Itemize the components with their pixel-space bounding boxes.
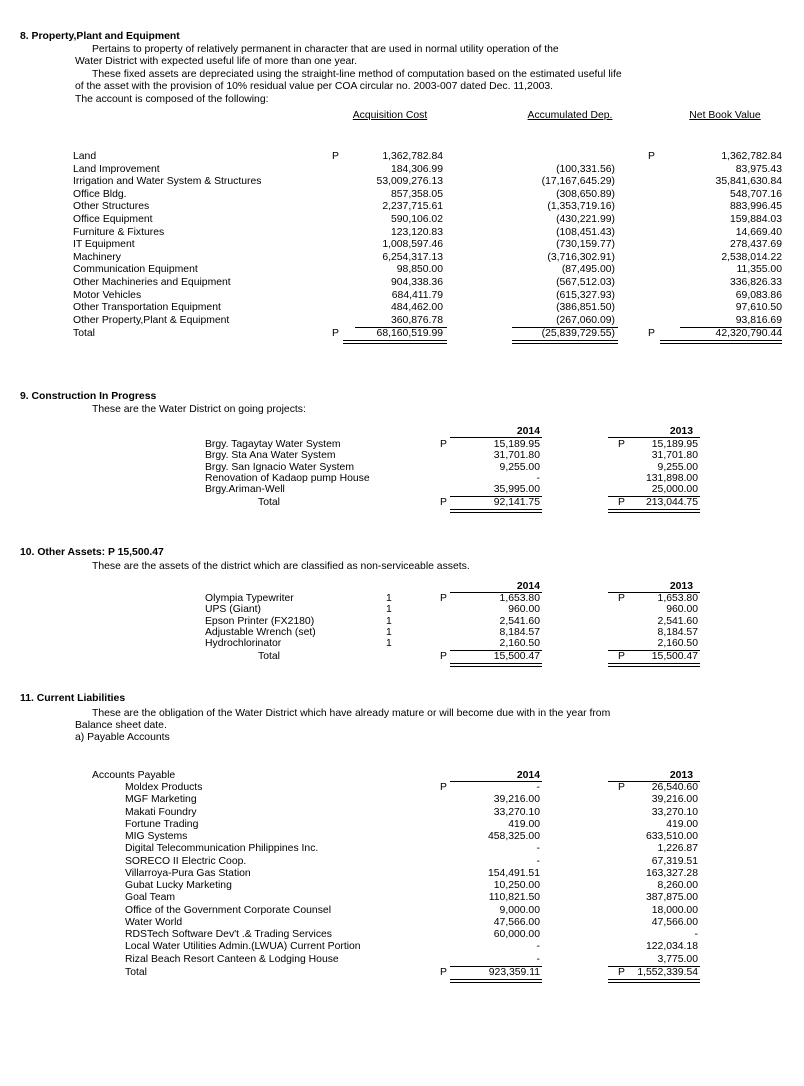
- total-double-line: [450, 663, 542, 667]
- peso-sign: P: [648, 151, 655, 162]
- payable-row-name: Goal Team: [125, 892, 176, 903]
- other-assets-total-2013: 15,500.47: [651, 651, 698, 662]
- payable-row-2013: 419.00: [666, 819, 698, 830]
- payable-row-2014: -: [536, 843, 540, 854]
- ppe-row-accumulated-dep: (87,495.00): [561, 264, 615, 275]
- ppe-row-net-book-value: 69,083.86: [735, 290, 782, 301]
- ppe-row-name: Communication Equipment: [73, 264, 198, 275]
- total-double-line: [608, 663, 700, 667]
- ppe-row-name: Other Structures: [73, 201, 150, 212]
- ppe-row-acquisition-cost: 360,876.78: [390, 315, 443, 326]
- ppe-row-acquisition-cost: 857,358.05: [390, 189, 443, 200]
- total-double-line: [660, 340, 782, 344]
- other-asset-name: Olympia Typewriter: [205, 593, 294, 604]
- section-8-paragraph-line: Pertains to property of relatively permanent in character that are used in normal utility operation of the: [92, 44, 559, 55]
- year-header-2013: 2013: [669, 581, 693, 592]
- ppe-row-net-book-value: 97,610.50: [735, 302, 782, 313]
- section-11-subheading: a) Payable Accounts: [75, 732, 170, 743]
- other-assets-total-2014: 15,500.47: [493, 651, 540, 662]
- cip-row-name: Brgy. Tagaytay Water System: [205, 439, 341, 450]
- total-double-line: [450, 979, 542, 983]
- ppe-row-accumulated-dep: (386,851.50): [556, 302, 615, 313]
- peso-sign: P: [440, 439, 447, 450]
- payable-row-name: SORECO II Electric Coop.: [125, 856, 247, 867]
- other-asset-qty: 1: [386, 604, 392, 615]
- ppe-row-accumulated-dep: (108,451.43): [556, 227, 615, 238]
- cip-row-2014: 15,189.95: [493, 439, 540, 450]
- total-double-line: [450, 509, 542, 513]
- other-asset-2013: 8,184.57: [657, 627, 698, 638]
- ppe-row-net-book-value: 83,975.43: [735, 164, 782, 175]
- ppe-row-acquisition-cost: 684,411.79: [391, 290, 443, 301]
- other-asset-2014: 1,653.80: [499, 593, 540, 604]
- payable-row-name: Local Water Utilities Admin.(LWUA) Current Portion: [125, 941, 361, 952]
- payable-row-name: Makati Foundry: [125, 807, 197, 818]
- cip-row-name: Brgy. Sta Ana Water System: [205, 450, 336, 461]
- ppe-row-net-book-value: 159,884.03: [729, 214, 782, 225]
- cip-row-name: Brgy. San Ignacio Water System: [205, 462, 354, 473]
- ppe-row-name: Office Bldg.: [73, 189, 127, 200]
- ppe-row-acquisition-cost: 98,850.00: [396, 264, 443, 275]
- peso-sign: P: [440, 497, 447, 508]
- ppe-row-name: Motor Vehicles: [73, 290, 142, 301]
- payable-row-2014: 60,000.00: [493, 929, 540, 940]
- other-asset-2013: 960.00: [666, 604, 698, 615]
- payable-row-2014: 419.00: [508, 819, 540, 830]
- payable-row-2014: 9,000.00: [499, 905, 540, 916]
- peso-sign: P: [618, 967, 625, 978]
- other-asset-name: Hydrochlorinator: [205, 638, 282, 649]
- ppe-row-net-book-value: 1,362,782.84: [721, 151, 782, 162]
- ppe-row-accumulated-dep: (3,716,302.91): [547, 252, 615, 263]
- other-asset-2013: 1,653.80: [657, 593, 698, 604]
- section-8-paragraph-line: Water District with expected useful life of more than one year.: [75, 56, 358, 67]
- payable-row-2013: 67,319.51: [651, 856, 698, 867]
- payable-row-2014: 33,270.10: [493, 807, 540, 818]
- ppe-row-name: Other Property,Plant & Equipment: [73, 315, 230, 326]
- section-8-paragraph-line: of the asset with the provision of 10% residual value per COA circular no. 2003-007 dated Dec. 11,2003.: [75, 81, 554, 92]
- cip-total-2014: 92,141.75: [493, 497, 540, 508]
- section-11-paragraph-line: Balance sheet date.: [75, 720, 167, 731]
- ppe-row-accumulated-dep: (17,167,645.29): [541, 176, 615, 187]
- ppe-row-accumulated-dep: (308,650.89): [556, 189, 615, 200]
- payable-row-2014: 110,821.50: [488, 892, 540, 903]
- other-asset-2014: 2,160.50: [499, 638, 540, 649]
- section-11-paragraph-line: These are the obligation of the Water District which have already mature or will become due with in the year from: [92, 708, 611, 719]
- cip-row-2014: 35,995.00: [493, 484, 540, 495]
- payable-row-2013: 387,875.00: [645, 892, 698, 903]
- ppe-row-accumulated-dep: (100,331.56): [556, 164, 615, 175]
- payable-row-name: Office of the Government Corporate Counsel: [125, 905, 331, 916]
- payable-row-2014: 39,216.00: [493, 794, 540, 805]
- section-9-intro: These are the Water District on going projects:: [92, 404, 306, 415]
- header-line: [608, 437, 700, 438]
- section-9-heading: 9. Construction In Progress: [20, 391, 157, 402]
- ppe-row-name: Machinery: [73, 252, 121, 263]
- total-double-line: [343, 340, 447, 344]
- other-assets-total-label: Total: [258, 651, 280, 662]
- peso-sign: P: [618, 497, 625, 508]
- ppe-row-name: Land: [73, 151, 97, 162]
- total-double-line: [608, 979, 700, 983]
- section-11-heading: 11. Current Liabilities: [20, 693, 126, 704]
- ppe-row-accumulated-dep: (615,327.93): [556, 290, 615, 301]
- ppe-row-accumulated-dep: (267,060.09): [556, 315, 615, 326]
- peso-sign: P: [618, 782, 625, 793]
- other-asset-qty: 1: [386, 593, 392, 604]
- ppe-row-name: Office Equipment: [73, 214, 153, 225]
- ppe-row-name: Furniture & Fixtures: [73, 227, 165, 238]
- cip-row-name: Renovation of Kadaop pump House: [205, 473, 370, 484]
- column-header-acquisition-cost: Acquisition Cost: [352, 110, 428, 121]
- ppe-row-net-book-value: 93,816.69: [735, 315, 782, 326]
- column-header-net-book-value: Net Book Value: [689, 110, 761, 121]
- cip-row-2013: 15,189.95: [651, 439, 698, 450]
- payable-row-2014: -: [536, 856, 540, 867]
- ppe-total-net-book-value: 42,320,790.44: [715, 328, 782, 339]
- payable-row-name: Fortune Trading: [125, 819, 199, 830]
- payable-row-2014: 47,566.00: [493, 917, 540, 928]
- ppe-row-net-book-value: 14,669.40: [735, 227, 782, 238]
- section-8-paragraph-line: The account is composed of the following:: [75, 94, 269, 105]
- payable-row-name: Gubat Lucky Marketing: [125, 880, 232, 891]
- peso-sign: P: [618, 651, 625, 662]
- payable-row-2014: -: [536, 782, 540, 793]
- ppe-row-acquisition-cost: 590,106.02: [390, 214, 443, 225]
- ppe-total-acquisition-cost: 68,160,519.99: [376, 328, 443, 339]
- payable-row-2013: 39,216.00: [651, 794, 698, 805]
- ppe-row-accumulated-dep: (1,353,719.16): [547, 201, 615, 212]
- ppe-row-acquisition-cost: 123,120.83: [390, 227, 443, 238]
- other-asset-name: Epson Printer (FX2180): [205, 616, 315, 627]
- cip-row-2014: 31,701.80: [493, 450, 540, 461]
- payable-row-2013: 1,226.87: [657, 843, 698, 854]
- payable-row-name: MIG Systems: [125, 831, 188, 842]
- cip-row-2013: 31,701.80: [651, 450, 698, 461]
- ppe-row-acquisition-cost: 6,254,317.13: [382, 252, 443, 263]
- payable-row-name: Water World: [125, 917, 183, 928]
- other-asset-2014: 2,541.60: [499, 616, 540, 627]
- ppe-row-net-book-value: 11,355.00: [736, 264, 782, 275]
- other-asset-2013: 2,160.50: [657, 638, 698, 649]
- peso-sign: P: [440, 782, 447, 793]
- ppe-row-acquisition-cost: 1,008,597.46: [382, 239, 443, 250]
- payable-row-2013: 122,034.18: [645, 941, 698, 952]
- cip-row-2013: 9,255.00: [657, 462, 698, 473]
- cip-row-2013: 131,898.00: [645, 473, 698, 484]
- ppe-row-name: Land Improvement: [73, 164, 160, 175]
- ppe-row-acquisition-cost: 2,237,715.61: [382, 201, 443, 212]
- ppe-row-acquisition-cost: 184,306.99: [390, 164, 443, 175]
- payable-row-2013: 47,566.00: [651, 917, 698, 928]
- cip-row-name: Brgy.Ariman-Well: [205, 484, 285, 495]
- other-asset-2013: 2,541.60: [657, 616, 698, 627]
- year-header-2013: 2013: [669, 770, 693, 781]
- payable-row-2013: 633,510.00: [645, 831, 698, 842]
- total-double-line: [512, 340, 618, 344]
- ppe-row-acquisition-cost: 53,009,276.13: [376, 176, 443, 187]
- ppe-row-name: Other Transportation Equipment: [73, 302, 221, 313]
- payable-row-2013: 33,270.10: [651, 807, 698, 818]
- payable-row-name: Moldex Products: [125, 782, 203, 793]
- payables-total-2013: 1,552,339.54: [637, 967, 698, 978]
- ppe-row-acquisition-cost: 484,462.00: [390, 302, 443, 313]
- ppe-row-accumulated-dep: (730,159.77): [556, 239, 615, 250]
- section-10-heading: 10. Other Assets: P 15,500.47: [20, 547, 164, 558]
- ppe-row-acquisition-cost: 1,362,782.84: [382, 151, 443, 162]
- payable-row-2014: -: [536, 941, 540, 952]
- payable-row-name: RDSTech Software Dev't .& Trading Services: [125, 929, 332, 940]
- year-header-2014: 2014: [516, 581, 540, 592]
- ppe-row-net-book-value: 278,437.69: [729, 239, 782, 250]
- other-asset-2014: 8,184.57: [499, 627, 540, 638]
- cip-row-2014: 9,255.00: [499, 462, 540, 473]
- other-asset-2014: 960.00: [508, 604, 540, 615]
- peso-sign: P: [648, 328, 655, 339]
- payable-row-name: MGF Marketing: [125, 794, 197, 805]
- payable-row-name: Digital Telecommunication Philippines Inc.: [125, 843, 319, 854]
- year-header-2014: 2014: [516, 770, 540, 781]
- ppe-row-accumulated-dep: (567,512.03): [556, 277, 615, 288]
- cip-row-2013: 25,000.00: [651, 484, 698, 495]
- accounts-payable-label: Accounts Payable: [92, 770, 176, 781]
- payable-row-name: Villarroya-Pura Gas Station: [125, 868, 251, 879]
- payable-row-2013: -: [694, 929, 698, 940]
- ppe-row-accumulated-dep: (430,221.99): [556, 214, 615, 225]
- ppe-total-label: Total: [73, 328, 95, 339]
- ppe-row-net-book-value: 35,841,630.84: [715, 176, 782, 187]
- payable-row-2013: 163,327.28: [645, 868, 698, 879]
- cip-total-label: Total: [258, 497, 280, 508]
- other-asset-name: Adjustable Wrench (set): [205, 627, 316, 638]
- ppe-row-name: IT Equipment: [73, 239, 135, 250]
- payable-row-2014: 458,325.00: [487, 831, 540, 842]
- ppe-row-net-book-value: 883,996.45: [729, 201, 782, 212]
- payable-row-2013: 18,000.00: [651, 905, 698, 916]
- ppe-row-net-book-value: 336,826.33: [729, 277, 782, 288]
- year-header-2014: 2014: [516, 426, 540, 437]
- payable-row-2013: 26,540.60: [651, 782, 698, 793]
- peso-sign: P: [440, 593, 447, 604]
- total-double-line: [608, 509, 700, 513]
- cip-row-2014: -: [536, 473, 540, 484]
- payable-row-2013: 8,260.00: [657, 880, 698, 891]
- other-asset-name: UPS (Giant): [205, 604, 262, 615]
- peso-sign: P: [440, 967, 447, 978]
- ppe-row-acquisition-cost: 904,338.36: [390, 277, 443, 288]
- section-10-intro: These are the assets of the district which are classified as non-serviceable assets.: [92, 561, 470, 572]
- payable-row-name: Rizal Beach Resort Canteen & Lodging House: [125, 954, 339, 965]
- header-line: [450, 437, 542, 438]
- column-header-accumulated-dep: Accumulated Dep.: [527, 110, 613, 121]
- payable-row-2014: 10,250.00: [493, 880, 540, 891]
- ppe-row-net-book-value: 548,707.16: [729, 189, 782, 200]
- other-asset-qty: 1: [386, 616, 392, 627]
- peso-sign: P: [332, 151, 339, 162]
- peso-sign: P: [440, 651, 447, 662]
- cip-total-2013: 213,044.75: [645, 497, 698, 508]
- peso-sign: P: [332, 328, 339, 339]
- payable-row-2013: 3,775.00: [657, 954, 698, 965]
- year-header-2013: 2013: [669, 426, 693, 437]
- ppe-row-net-book-value: 2,538,014.22: [721, 252, 782, 263]
- ppe-row-name: Irrigation and Water System & Structures: [73, 176, 262, 187]
- peso-sign: P: [618, 439, 625, 450]
- other-asset-qty: 1: [386, 638, 392, 649]
- peso-sign: P: [618, 593, 625, 604]
- section-8-paragraph-line: These fixed assets are depreciated using the straight-line method of computation based on the estimated useful life: [92, 69, 622, 80]
- ppe-total-accumulated-dep: (25,839,729.55): [541, 328, 615, 339]
- payable-row-2014: 154,491.51: [487, 868, 540, 879]
- payables-total-2014: 923,359.11: [488, 967, 540, 978]
- section-8-heading: 8. Property,Plant and Equipment: [20, 31, 180, 42]
- payables-total-label: Total: [125, 967, 147, 978]
- ppe-row-name: Other Machineries and Equipment: [73, 277, 231, 288]
- payable-row-2014: -: [536, 954, 540, 965]
- other-asset-qty: 1: [386, 627, 392, 638]
